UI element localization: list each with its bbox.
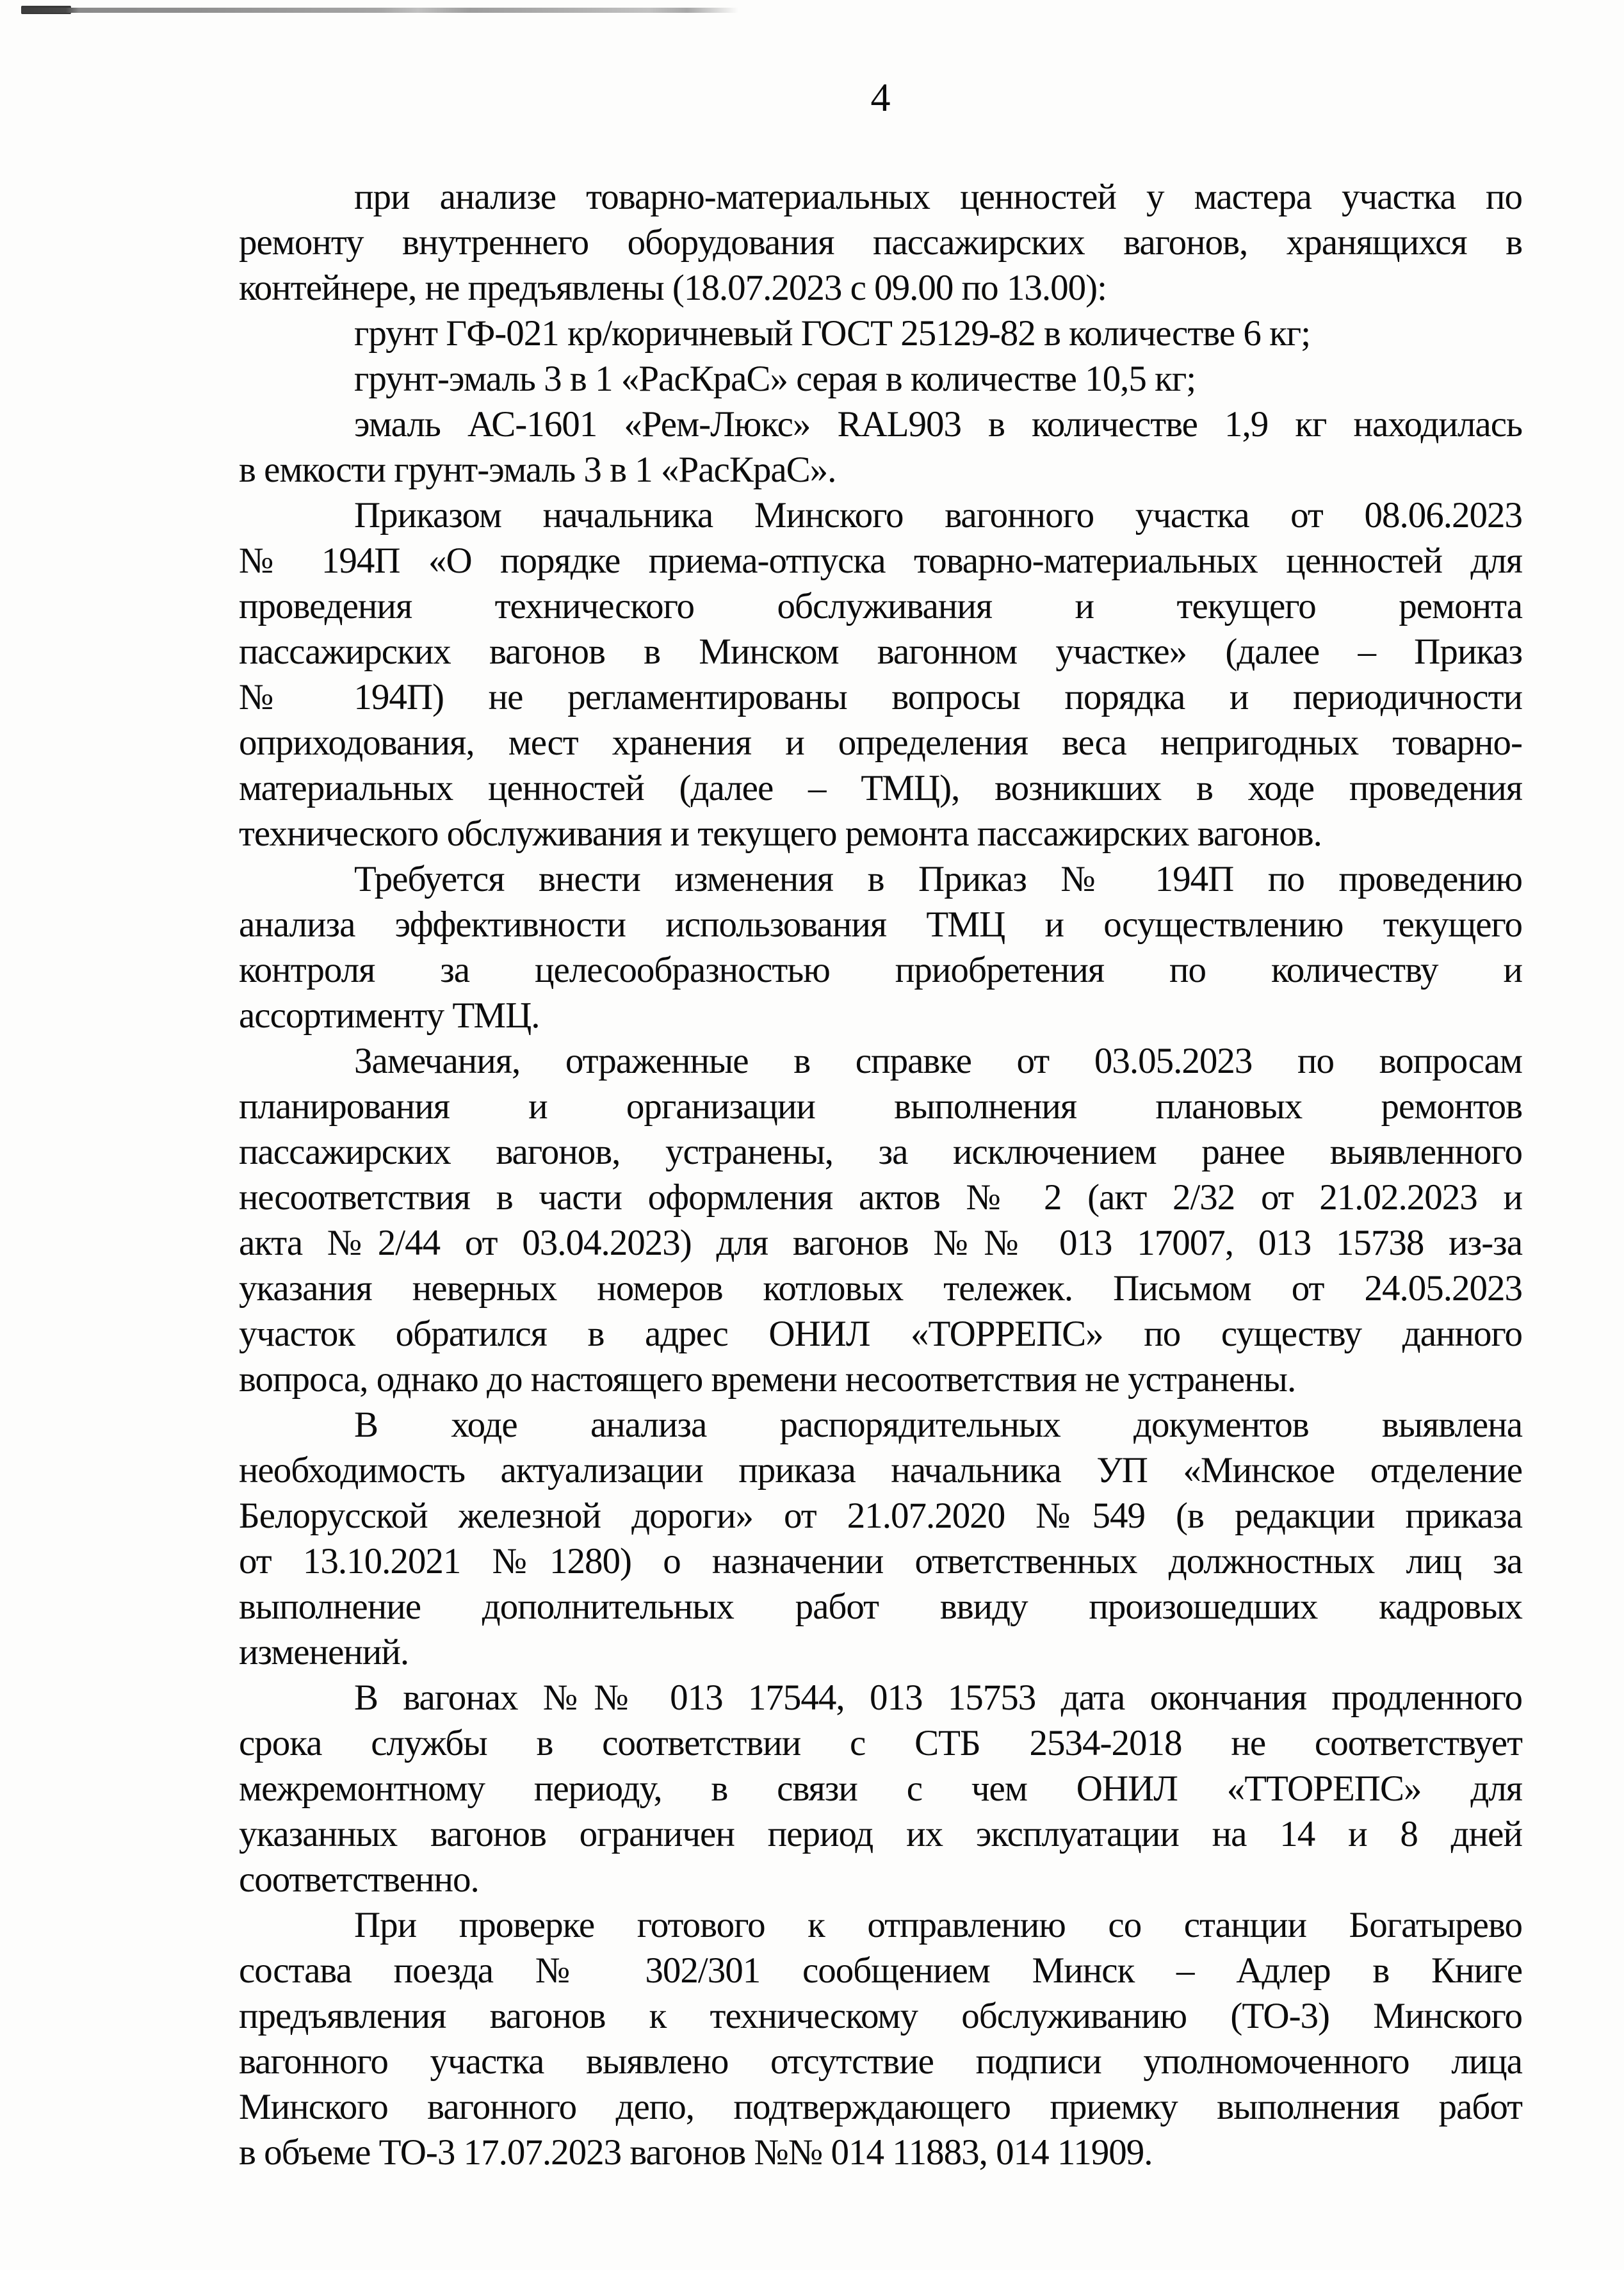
text-line: оприходования, мест хранения и определения веса непригодных товарно- — [239, 723, 1522, 763]
text-line: изменений. — [239, 1632, 409, 1672]
text-line: контроля за целесообразностью приобретения по количеству и — [239, 950, 1522, 990]
text-line: В ходе анализа распорядительных документов выявлена — [354, 1405, 1522, 1445]
text-line: срока службы в соответствии с СТБ 2534-2018 не соответствует — [239, 1723, 1522, 1763]
text-line: В вагонах №№ 013 17544, 013 15753 дата окончания продленного — [354, 1678, 1522, 1718]
paragraph — [239, 174, 1522, 311]
text-line: указанных вагонов ограничен период их эксплуатации на 14 и 8 дней — [239, 1814, 1522, 1854]
text-line: состава поезда № 302/301 сообщением Минск – Адлер в Книге — [239, 1950, 1522, 1991]
text-line: пассажирских вагонов, устранены, за исключением ранее выявленного — [239, 1132, 1522, 1172]
text-line: № 194П «О порядке приема-отпуска товарно-материальных ценностей для — [239, 541, 1522, 581]
text-line: в емкости грунт-эмаль 3 в 1 «РасКраС». — [239, 450, 836, 490]
text-line: № 194П) не регламентированы вопросы порядка и периодичности — [239, 677, 1522, 717]
text-line: Требуется внести изменения в Приказ № 194П по проведению — [354, 859, 1522, 899]
page-number: 4 — [870, 76, 891, 120]
text-line: контейнере, не предъявлены (18.07.2023 с 09.00 по 13.00): — [239, 268, 1107, 308]
paragraph — [239, 493, 1522, 856]
paragraph — [239, 1902, 1522, 2175]
text-line: проведения технического обслуживания и текущего ремонта — [239, 586, 1522, 626]
paragraph — [239, 856, 1522, 1038]
text-line: участок обратился в адрес ОНИЛ «ТОРРЕПС» по существу данного — [239, 1314, 1522, 1354]
paragraph — [239, 1675, 1522, 1902]
text-line: несоответствия в части оформления актов № 2 (акт 2/32 от 21.02.2023 и — [239, 1177, 1522, 1218]
text-line: грунт-эмаль 3 в 1 «РасКраС» серая в количестве 10,5 кг; — [354, 359, 1196, 399]
text-line: грунт ГФ-021 кр/коричневый ГОСТ 25129-82 в количестве 6 кг; — [354, 313, 1311, 354]
text-line: соответственно. — [239, 1859, 479, 1900]
text-line: ассортименту ТМЦ. — [239, 995, 540, 1036]
text-line: ремонту внутреннего оборудования пассажирских вагонов, хранящихся в — [239, 222, 1522, 263]
text-line: материальных ценностей (далее – ТМЦ), возникших в ходе проведения — [239, 768, 1522, 808]
text-line: пассажирских вагонов в Минском вагонном участке» (далее – Приказ — [239, 632, 1522, 672]
paragraph — [239, 356, 1522, 402]
text-line: Минского вагонного депо, подтверждающего приемку выполнения работ — [239, 2087, 1522, 2127]
text-line: Белорусской железной дороги» от 21.07.2020 №549 (в редакции приказа — [239, 1496, 1522, 1536]
text-line: анализа эффективности использования ТМЦ и осуществлению текущего — [239, 904, 1522, 945]
paragraph — [239, 311, 1522, 356]
text-line: Приказом начальника Минского вагонного участка от 08.06.2023 — [354, 495, 1522, 535]
text-line: Замечания, отраженные в справке от 03.05.2023 по вопросам — [354, 1041, 1522, 1081]
text-line: планирования и организации выполнения плановых ремонтов — [239, 1086, 1522, 1127]
text-line: акта №2/44 от 03.04.2023) для вагонов №№ 013 17007, 013 15738 из-за — [239, 1223, 1522, 1263]
paragraph — [239, 1038, 1522, 1402]
text-line: При проверке готового к отправлению со станции Богатырево — [354, 1905, 1522, 1945]
paragraph — [239, 402, 1522, 493]
text-line: при анализе товарно-материальных ценностей у мастера участка по — [354, 177, 1522, 217]
text-line: выполнение дополнительных работ ввиду произошедших кадровых — [239, 1587, 1522, 1627]
text-line: вагонного участка выявлено отсутствие подписи уполномоченного лица — [239, 2041, 1522, 2082]
text-line: эмаль АС-1601 «Рем-Люкс» RAL903 в количестве 1,9 кг находилась — [354, 404, 1522, 445]
scan-artifact-streak — [21, 8, 738, 13]
text-line: вопроса, однако до настоящего времени несоответствия не устранены. — [239, 1359, 1296, 1400]
text-line: технического обслуживания и текущего ремонта пассажирских вагонов. — [239, 813, 1322, 854]
text-line: необходимость актуализации приказа начальника УП «Минское отделение — [239, 1450, 1522, 1490]
text-line: от 13.10.2021 №1280) о назначении ответственных должностных лиц за — [239, 1541, 1522, 1581]
paragraph — [239, 1402, 1522, 1675]
text-line: предъявления вагонов к техническому обслуживанию (ТО-3) Минского — [239, 1996, 1522, 2036]
document-body — [239, 174, 1522, 2175]
text-line: указания неверных номеров котловых тележек. Письмом от 24.05.2023 — [239, 1268, 1522, 1309]
text-line: в объеме ТО-3 17.07.2023 вагонов №№ 014 11883, 014 11909. — [239, 2132, 1153, 2173]
text-line: межремонтному периоду, в связи с чем ОНИЛ «ТТОРЕПС» для — [239, 1768, 1522, 1809]
